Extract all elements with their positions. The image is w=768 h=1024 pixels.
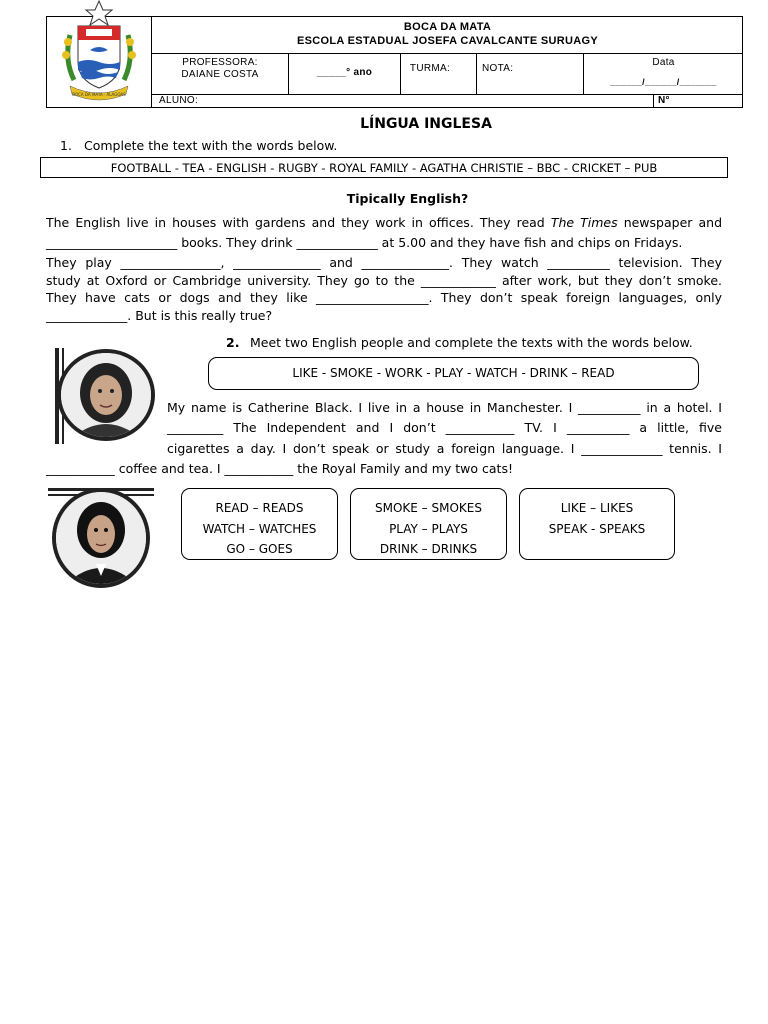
verb-pair: READ – READS xyxy=(215,501,304,515)
woman-portrait xyxy=(57,349,155,441)
svg-text:BOCA DA MATA · ALAGOAS: BOCA DA MATA · ALAGOAS xyxy=(72,92,126,97)
man-portrait xyxy=(52,488,150,588)
town-name: BOCA DA MATA xyxy=(403,21,492,33)
exercise1-subtitle: Tipically English? xyxy=(346,191,469,206)
verb-box-2 xyxy=(350,488,507,560)
ex2-line-4[interactable]: ___________ coffee and tea. I ___________ the Royal Family and my two cats! xyxy=(46,461,513,476)
word-bank-text: FOOTBALL - TEA - ENGLISH - RUGBY - ROYAL FAMILY - AGATHA CHRISTIE – BBC - CRICKET – PUB xyxy=(110,161,658,175)
ex1-line-6[interactable]: _____________. But is this really true? xyxy=(46,308,273,323)
school-name: ESCOLA ESTADUAL JOSEFA CAVALCANTE SURUAGY xyxy=(297,35,598,47)
exercise2-number: 2. xyxy=(226,335,240,350)
verb-pair: GO – GOES xyxy=(226,542,293,556)
verb-box-3 xyxy=(519,488,675,560)
exercise1-instruction: Complete the text with the words below. xyxy=(84,138,338,153)
grade-label: NOTA: xyxy=(482,63,514,74)
verb-pair: SMOKE – SMOKES xyxy=(375,501,482,515)
ex2-line-3[interactable]: cigarettes a day. I don’t speak or study a foreign language. I _____________ tennis. I xyxy=(167,441,722,456)
verb-pair: PLAY – PLAYS xyxy=(389,521,468,536)
exercise2-text xyxy=(167,399,722,460)
exercise2-word-bank-text: LIKE - SMOKE - WORK - PLAY - WATCH - DRINK – READ xyxy=(292,366,615,380)
verb-pair: DRINK – DRINKS xyxy=(379,542,478,556)
verb-pair: LIKE – LIKES xyxy=(560,501,634,515)
ex1-line-1: The English live in houses with gardens and they work in offices. They read The Times newspaper and xyxy=(46,215,722,230)
teacher-label: PROFESSORA: xyxy=(182,57,258,68)
page-title: LÍNGUA INGLESA xyxy=(360,116,492,132)
date-field[interactable]: ______/______/_______ xyxy=(610,77,717,87)
student-label: ALUNO: xyxy=(159,95,199,106)
verb-pair: SPEAK - SPEAKS xyxy=(548,521,646,536)
exercise2-word-bank xyxy=(208,357,699,390)
ex2-line-2[interactable]: _________ The Independent and I don’t ___________ TV. I __________ a little, five xyxy=(167,420,722,435)
ex1-line-3[interactable]: They play ________________, ______________ and ______________. They watch __________ television. They xyxy=(46,255,722,270)
exercise2-instruction: Meet two English people and complete the texts with the words below. xyxy=(250,335,693,350)
exercise1-number: 1. xyxy=(60,138,72,153)
number-label: N° xyxy=(658,95,670,106)
class-label: TURMA: xyxy=(409,63,451,74)
school-crest-icon xyxy=(50,0,148,104)
exercise1-word-bank xyxy=(40,157,728,178)
ex1-line-5[interactable]: They have cats or dogs and they like __________________. They don’t speak foreign languages, only xyxy=(46,290,722,305)
exercise1-text xyxy=(46,214,722,325)
verb-box-1 xyxy=(181,488,338,560)
date-label: Data xyxy=(652,57,675,68)
ex1-line-2[interactable]: _____________________ books. They drink _____________ at 5.00 and they have fish and chips on Fridays. xyxy=(46,235,683,250)
grade-field[interactable]: _____° ano xyxy=(316,67,373,78)
ex1-line-4[interactable]: study at Oxford or Cambridge university. They go to the ____________ after work, but they don’t smoke. xyxy=(46,273,722,288)
ex2-line-1[interactable]: My name is Catherine Black. I live in a house in Manchester. I __________ in a hotel. I xyxy=(167,400,722,415)
teacher-name: DAIANE COSTA xyxy=(181,69,259,80)
verb-pair: WATCH – WATCHES xyxy=(202,521,317,536)
